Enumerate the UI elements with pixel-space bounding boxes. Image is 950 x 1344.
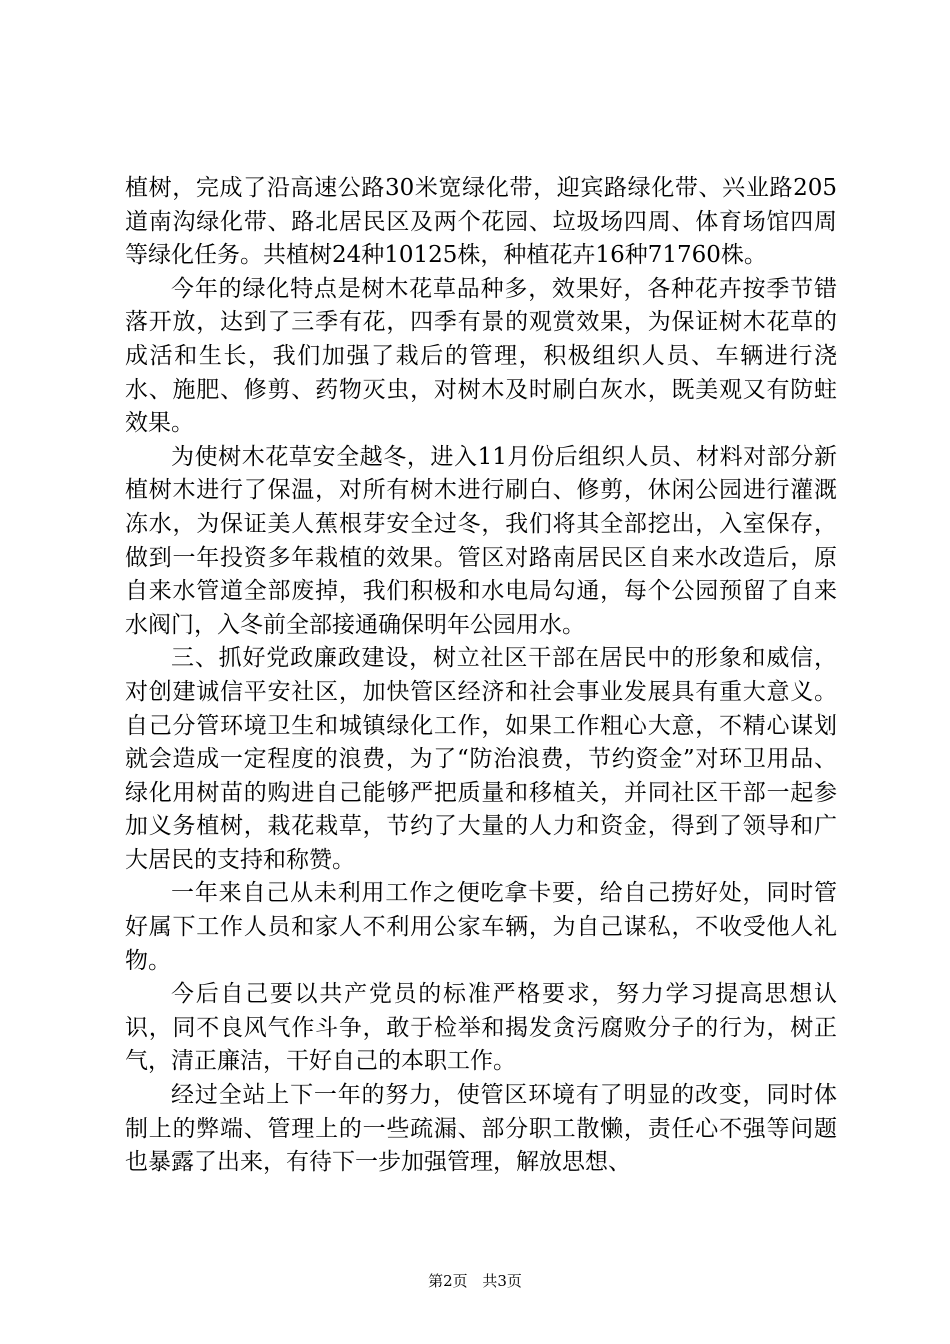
paragraph-summary: 经过全站上下一年的努力，使管区环境有了明显的改变，同时体制上的弊端、管理上的一些疏漏、部分职工散懒，责任心不强等问题也暴露了出来，有待下一步加强管理，解放思想、 [125,1082,837,1176]
page-footer [0,1270,950,1291]
paragraph-future-plans: 今后自己要以共产党员的标准严格要求，努力学习提高思想认识，同不良风气作斗争，敢于检举和揭发贪污腐败分子的行为，树正气，清正廉洁，干好自己的本职工作。 [125,981,837,1075]
page-number: 第2页 [428,1272,468,1290]
total-pages: 共3页 [482,1272,522,1290]
document-body [125,172,837,1180]
paragraph-continued: 植树，完成了沿高速公路30米宽绿化带，迎宾路绿化带、兴业路205道南沟绿化带、路北居民区及两个花园、垃圾场四周、体育场馆四周等绿化任务。共植树24种10125株，种植花卉16种71760株。 [125,175,837,269]
paragraph-clean-government: 三、抓好党政廉政建设，树立社区干部在居民中的形象和威信，对创建诚信平安社区，加快管区经济和社会事业发展具有重大意义。自己分管环境卫生和城镇绿化工作，如果工作粗心大意，不精心谋划就会造成一定程度的浪费，为了“防治浪费，节约资金”对环卫用品、绿化用树苗的购进自己能够严把质量和移植关，并同社区干部一起参加义务植树，栽花栽草，节约了大量的人力和资金，得到了领导和广大居民的支持和称赞。 [125,645,837,873]
paragraph-greening-features: 今年的绿化特点是树木花草品种多，效果好，各种花卉按季节错落开放，达到了三季有花，四季有景的观赏效果，为保证树木花草的成活和生长，我们加强了栽后的管理，积极组织人员、车辆进行浇水、施肥、修剪、药物灭虫，对树木及时刷白灰水，既美观又有防蛀效果。 [125,275,837,437]
paragraph-winter-protection: 为使树木花草安全越冬，进入11月份后组织人员、材料对部分新植树木进行了保温，对所有树木进行刷白、修剪，休闲公园进行灌溉冻水，为保证美人蕉根芽安全过冬，我们将其全部挖出，入室保存，做到一年投资多年栽植的效果。管区对路南居民区自来水改造后，原自来水管道全部废掉，我们积极和水电局勾通，每个公园预留了自来水阀门，入冬前全部接通确保明年公园用水。 [125,443,837,638]
paragraph-integrity: 一年来自己从未利用工作之便吃拿卡要，给自己捞好处，同时管好属下工作人员和家人不利用公家车辆，为自己谋私，不收受他人礼物。 [125,880,837,974]
